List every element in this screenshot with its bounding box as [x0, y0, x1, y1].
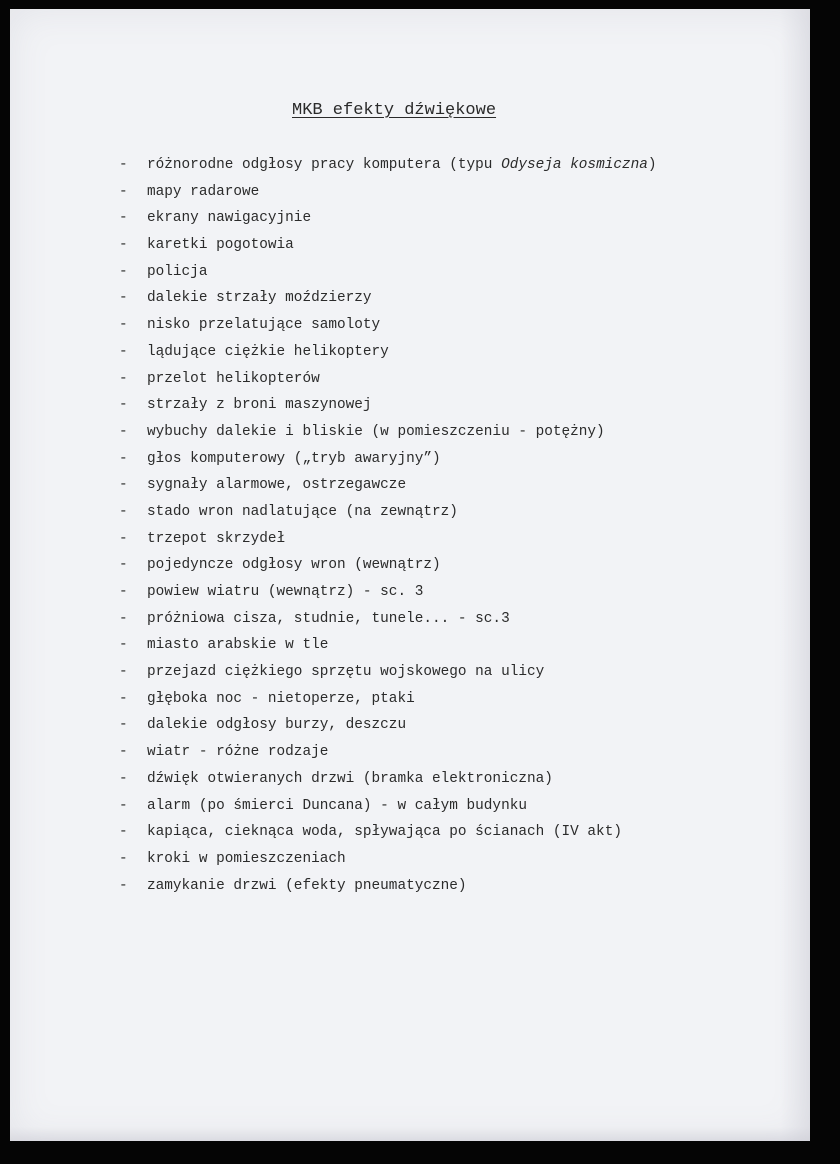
- bullet-dash: -: [119, 237, 128, 254]
- list-item: [119, 739, 657, 766]
- bullet-dash: -: [119, 263, 128, 280]
- list-item-text: zamykanie drzwi (efekty pneumatyczne): [147, 877, 467, 894]
- list-item-text: przelot helikopterów: [147, 370, 320, 387]
- bullet-dash: -: [119, 770, 128, 787]
- list-item-text: wiatr - różne rodzaje: [147, 744, 329, 761]
- sound-effects-list: [119, 152, 657, 899]
- list-item-text: dalekie odgłosy burzy, deszczu: [147, 717, 407, 734]
- bullet-dash: -: [119, 530, 128, 547]
- list-item: [119, 472, 657, 499]
- list-item: [119, 366, 657, 393]
- list-item-text: stado wron nadlatujące (na zewnątrz): [147, 503, 458, 520]
- bullet-dash: -: [119, 397, 128, 414]
- bullet-dash: -: [119, 317, 128, 334]
- list-item: [119, 179, 657, 206]
- list-item: [119, 819, 657, 846]
- list-item-text: różnorodne odgłosy pracy komputera (typu: [147, 157, 502, 173]
- list-item: [119, 793, 657, 820]
- bullet-dash: -: [119, 343, 128, 360]
- list-item-text: pojedyncze odgłosy wron (wewnątrz): [147, 557, 441, 574]
- list-item: [119, 712, 657, 739]
- list-item-text: karetki pogotowia: [147, 237, 294, 254]
- bullet-dash: -: [119, 637, 128, 654]
- bullet-dash: -: [119, 370, 128, 387]
- list-item: [119, 659, 657, 686]
- bullet-dash: -: [119, 797, 128, 814]
- document-title: MKB efekty dźwiękowe: [292, 101, 497, 120]
- list-item-text: sygnały alarmowe, ostrzegawcze: [147, 477, 407, 494]
- list-item: [119, 152, 657, 179]
- list-item: [119, 526, 657, 553]
- bullet-dash: -: [119, 423, 128, 440]
- list-item-text: lądujące ciężkie helikoptery: [147, 343, 389, 360]
- list-item-text: dźwięk otwieranych drzwi (bramka elektroniczna): [147, 770, 553, 787]
- list-item: [119, 846, 657, 873]
- bullet-dash: -: [119, 584, 128, 600]
- bullet-dash: -: [119, 477, 128, 494]
- list-item-text: nisko przelatujące samoloty: [147, 317, 381, 334]
- list-item-text: kapiąca, cieknąca woda, spływająca po ścianach (IV akt): [147, 824, 622, 841]
- list-item: [119, 419, 657, 446]
- list-item: [119, 285, 657, 312]
- list-item: [119, 632, 657, 659]
- list-item-text: przejazd ciężkiego sprzętu wojskowego na ulicy: [147, 664, 545, 681]
- list-item-text: powiew wiatru (wewnątrz) - sc. 3: [147, 584, 424, 600]
- bullet-dash: -: [119, 717, 128, 734]
- list-item-text: trzepot skrzydeł: [147, 530, 286, 547]
- bullet-dash: -: [119, 690, 128, 707]
- bullet-dash: -: [119, 157, 128, 173]
- bullet-dash: -: [119, 183, 128, 200]
- bullet-dash: -: [119, 503, 128, 520]
- list-item-text: miasto arabskie w tle: [147, 637, 329, 654]
- list-item: [119, 766, 657, 793]
- list-item: [119, 873, 657, 900]
- paper-edge-shadow-bottom: [10, 1127, 810, 1141]
- list-item-text: mapy radarowe: [147, 183, 260, 200]
- list-item: [119, 686, 657, 713]
- paper-edge-shadow-right: [780, 9, 810, 1141]
- bullet-dash: -: [119, 610, 128, 627]
- bullet-dash: -: [119, 744, 128, 761]
- list-item: [119, 205, 657, 232]
- bullet-dash: -: [119, 850, 128, 867]
- list-item-text: próżniowa cisza, studnie, tunele... - sc.3: [147, 610, 510, 627]
- list-item-text: alarm (po śmierci Duncana) - w całym budynku: [147, 797, 527, 814]
- list-item-italic-text: Odyseja kosmiczna: [501, 157, 648, 173]
- list-item-text: wybuchy dalekie i bliskie (w pomieszczeniu - potężny): [147, 423, 605, 440]
- list-item-text: głęboka noc - nietoperze, ptaki: [147, 690, 415, 707]
- list-item-text: dalekie strzały moździerzy: [147, 290, 372, 307]
- list-item-text: głos komputerowy („tryb awaryjny”): [147, 450, 441, 467]
- list-item: [119, 499, 657, 526]
- bullet-dash: -: [119, 290, 128, 307]
- list-item-text: kroki w pomieszczeniach: [147, 850, 346, 867]
- list-item: [119, 392, 657, 419]
- list-item: [119, 339, 657, 366]
- list-item-text: ekrany nawigacyjnie: [147, 210, 312, 227]
- list-item: [119, 606, 657, 633]
- list-item-text: strzały z broni maszynowej: [147, 397, 372, 414]
- list-item: [119, 579, 657, 606]
- bullet-dash: -: [119, 877, 128, 894]
- list-item: [119, 232, 657, 259]
- bullet-dash: -: [119, 450, 128, 467]
- list-item: [119, 552, 657, 579]
- list-item: [119, 446, 657, 473]
- bullet-dash: -: [119, 210, 128, 227]
- list-item: [119, 312, 657, 339]
- list-item-text: policja: [147, 263, 208, 280]
- bullet-dash: -: [119, 664, 128, 681]
- bullet-dash: -: [119, 824, 128, 841]
- list-item-text-suffix: ): [647, 157, 657, 173]
- bullet-dash: -: [119, 557, 128, 574]
- list-item: [119, 259, 657, 286]
